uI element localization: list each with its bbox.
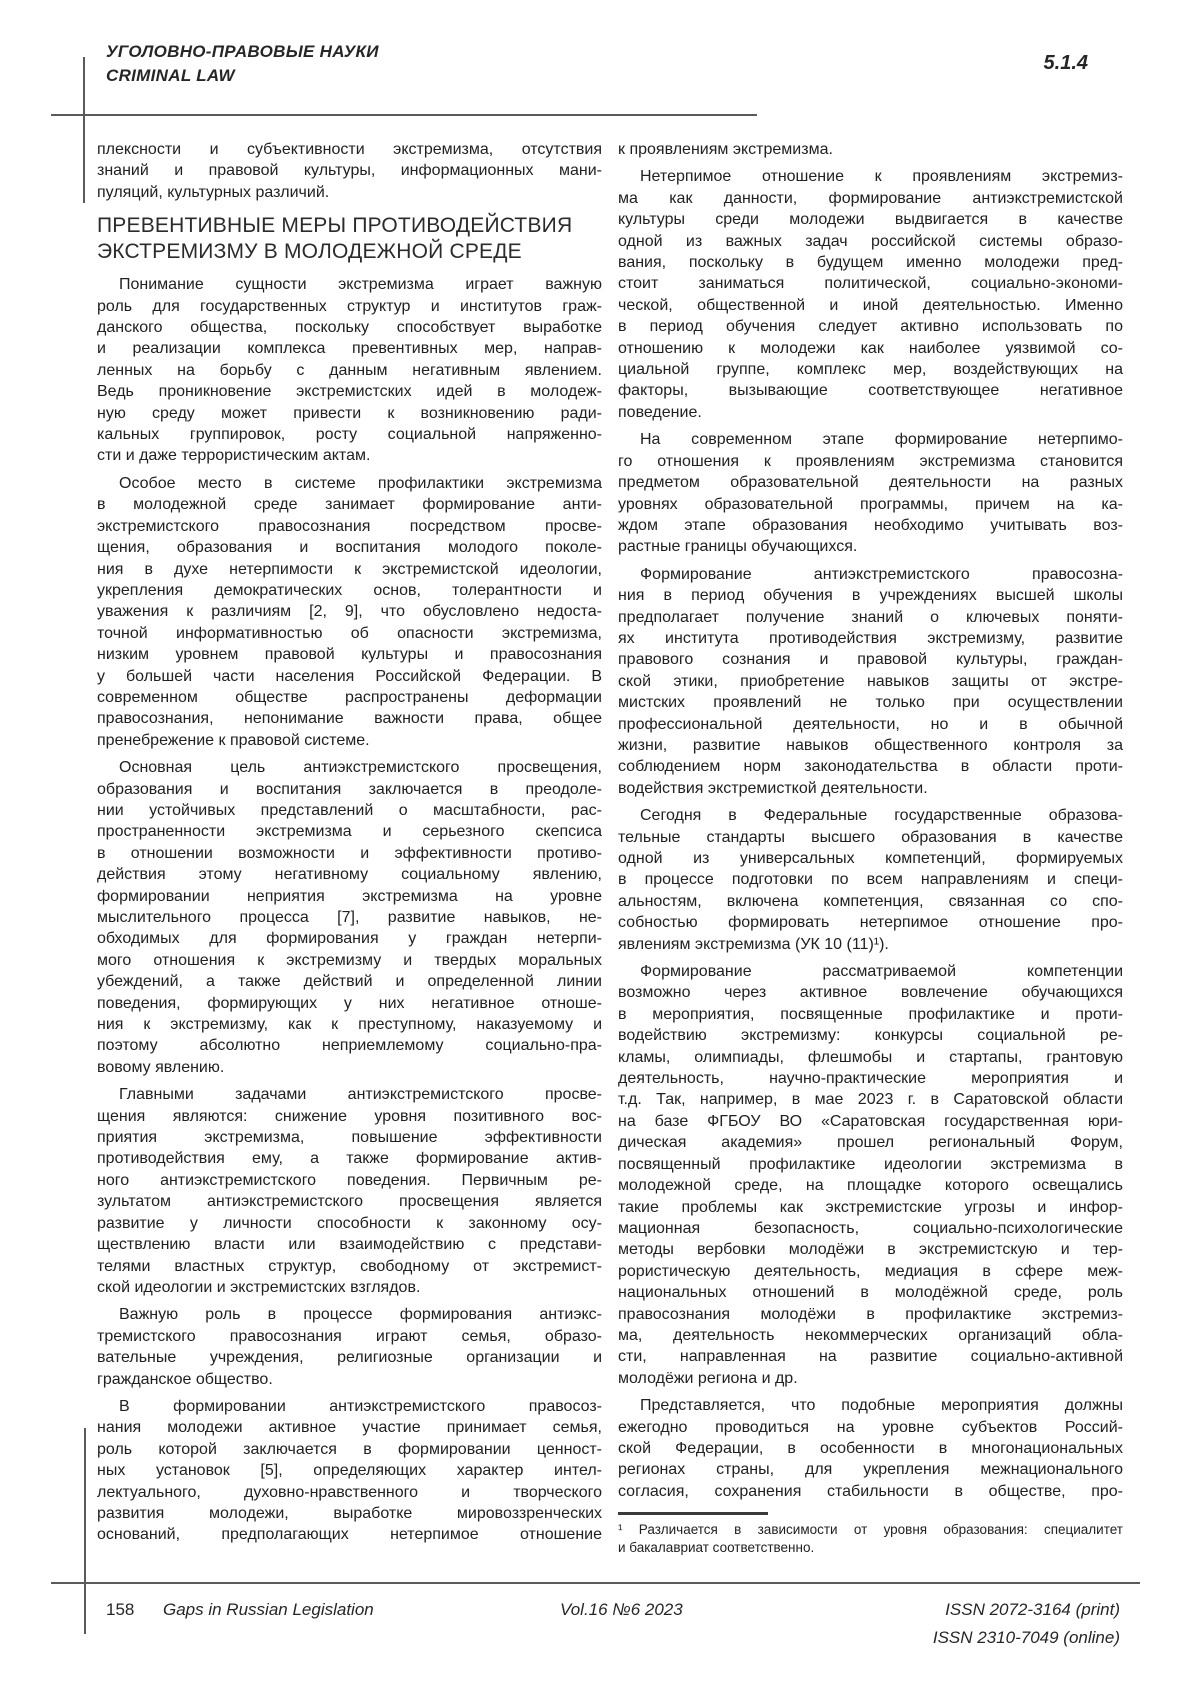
text-line: лектуального, духовно-нравственного и творческого [97, 1483, 602, 1501]
text-line: циальной группе, комплекс мер, воздействующих на [618, 361, 1123, 379]
text-line: посвященный профилактике идеологии экстремизма в [618, 1155, 1123, 1173]
issn-print: ISSN 2072-3164 (print) [945, 1600, 1120, 1619]
text-line: ных установок [5], определяющих характер интел- [97, 1462, 602, 1480]
text-line: На современном этапе формирование нетерпимо- [640, 431, 1123, 449]
text-line: одной из универсальных компетенций, формируемых [618, 850, 1123, 867]
text-line: тельные стандарты высшего образования в качестве [618, 828, 1123, 846]
text-line: ществлению власти или взаимодействию с представи- [97, 1236, 602, 1254]
text-line: развитие у личности способности к законному осу- [97, 1214, 602, 1232]
text-line: В формировании антиэкстремистского правосоз- [119, 1397, 602, 1415]
text-line: ния в духе нетерпимости к экстремистской идеологии, [97, 560, 602, 578]
text-line: ма как данности, формирование антиэкстремистской [618, 189, 1123, 207]
text-line: ях института противодействия экстремизму, развитие [618, 629, 1123, 647]
text-line: сти, направленная на развитие социально-активной [618, 1348, 1123, 1366]
text-line: водействию экстремизму: конкурсы социальной ре- [618, 1027, 1123, 1045]
paragraph [97, 1396, 602, 1546]
text-line: Основная цель антиэкстремистского просвещения, [119, 759, 602, 777]
section-title-ru: УГОЛОВНО-ПРАВОВЫЕ НАУКИ [106, 42, 379, 61]
text-line: в молодежной среде занимает формирование анти- [97, 496, 602, 514]
text-line: соблюдением норм законодательства в области проти- [618, 758, 1123, 776]
paragraph [618, 961, 1123, 1389]
paragraph [97, 1304, 602, 1390]
text-line: ного антиэкстремистского поведения. Первичным ре- [97, 1171, 602, 1189]
text-line: современном обществе распространены деформации [97, 688, 602, 706]
article-heading [97, 213, 602, 265]
paragraph [618, 429, 1123, 557]
footnote [618, 1512, 1123, 1557]
text-line: жизни, развитие навыков общественного контроля за [618, 736, 1123, 754]
text-line: щения являются: снижение уровня позитивного вос- [97, 1107, 602, 1125]
issue-info: Vol.16 №6 2023 [560, 1600, 683, 1619]
text-line: формировании неприятия экстремизма на уровне [97, 887, 602, 905]
text-line: стоит заниматься политической, социально-экономи- [618, 275, 1123, 293]
text-line: уровнях образовательной программы, причем на ка- [618, 495, 1123, 513]
text-line: ную среду может привести к возникновению ради- [97, 404, 602, 422]
text-line: правосознания, непонимание важности права, общее [97, 710, 602, 728]
text-line: ской этики, приобретение навыков защиты от экстре- [618, 672, 1123, 690]
text-line: и бакалавриат соответственно. [618, 1540, 815, 1556]
text-line: тремистского правосознания играют семья, образо- [97, 1327, 602, 1345]
text-line: ской идеологии и экстремистских взглядов. [97, 1278, 421, 1296]
text-line: образования и воспитания заключается в преодоле- [97, 780, 602, 798]
text-line: развития молодежи, выработке мировоззренческих [97, 1504, 602, 1522]
text-line: уважения к различиям [2, 9], что обусловлено недоста- [97, 603, 602, 621]
section-title-en: CRIMINAL LAW [106, 66, 235, 85]
text-line: знаний и правовой культуры, информационных мани- [97, 162, 602, 180]
text-line: кальных группировок, росту социальной напряженно- [97, 426, 602, 444]
issn-online: ISSN 2310-7049 (online) [932, 1628, 1120, 1647]
text-line: такие проблемы как экстремистские угрозы и инфор- [618, 1198, 1123, 1216]
text-line: методы вербовки молодёжи в экстремистскую и тер- [618, 1241, 1123, 1259]
paragraph [97, 1084, 602, 1298]
text-line: молодежной среде, на площадке которого освещались [618, 1177, 1123, 1195]
text-line: кламы, олимпиады, флешмобы и стартапы, грантовую [618, 1048, 1123, 1066]
text-line: т.д. Так, например, в мае 2023 г. в Саратовской области [618, 1091, 1123, 1109]
text-line: Формирование антиэкстремистского правосозна- [640, 565, 1123, 583]
text-line: роль которой заключается в формировании ценност- [97, 1440, 602, 1458]
text-line: в отношении возможности и эффективности противо- [97, 844, 602, 862]
text-line: ческой, общественной и иной деятельностью. Именно [618, 296, 1123, 314]
text-line: регионах страны, для укрепления межнационального [618, 1461, 1123, 1479]
text-line: мыслительного процесса [7], развитие навыков, не- [97, 909, 602, 926]
left-column [97, 139, 602, 1557]
text-line: поведение. [618, 403, 702, 421]
journal-title: Gaps in Russian Legislation [163, 1600, 374, 1619]
paragraph [618, 166, 1123, 423]
text-line: действия этому негативному социальному явлению, [97, 866, 602, 884]
paragraph [97, 274, 602, 467]
text-line: поэтому абсолютно неприемлемому социально-пра- [97, 1037, 602, 1055]
text-line: факторы, вызывающие соответствующее негативное [618, 382, 1123, 400]
text-line: растные границы обучающихся. [618, 538, 858, 556]
text-line: деятельность, научно-практические мероприятия и [618, 1070, 1123, 1088]
text-line: предполагает получение знаний о ключевых поняти- [618, 608, 1123, 626]
text-line: низким уровнем правовой культуры и правосознания [97, 646, 602, 664]
text-line: плексности и субъективности экстремизма, отсутствия [97, 141, 602, 158]
text-line: Главными задачами антиэкстремистского просве- [119, 1086, 602, 1104]
text-line: ¹ Различается в зависимости от уровня образования: специалитет [618, 1522, 1123, 1538]
text-line: дическая академия» прошел региональный Форум, [618, 1134, 1123, 1152]
text-line: нания молодежи активное участие принимает семья, [97, 1419, 602, 1437]
text-line: культуры среди молодежи выдвигается в качестве [618, 211, 1123, 229]
text-line: правового сознания и правовой культуры, граждан- [618, 651, 1123, 669]
text-line: го отношения к проявлениям экстремизма становится [618, 452, 1123, 470]
text-line: телями властных структур, свободному от экстремист- [97, 1257, 602, 1275]
paragraph [618, 1395, 1123, 1502]
text-line: поведения, формирующих у них негативное отноше- [97, 994, 602, 1012]
page-number: 158 [106, 1600, 135, 1619]
section-code: 5.1.4 [1043, 52, 1088, 74]
paragraph [97, 757, 602, 1078]
running-head [106, 40, 379, 88]
article-body [97, 139, 1123, 1557]
text-line: точной информативностью об опасности экстремизма, [97, 624, 602, 642]
text-line: Особое место в системе профилактики экстремизма [119, 474, 602, 492]
text-line: правосознания молодёжи в профилактике экстремиз- [618, 1305, 1123, 1323]
text-line: вательные учреждения, религиозные организации и [97, 1349, 602, 1367]
text-line: в период обучения следует активно использовать по [618, 318, 1123, 336]
article-heading-line: ПРЕВЕНТИВНЫЕ МЕРЫ ПРОТИВОДЕЙСТВИЯ [97, 214, 573, 238]
text-line: вания, поскольку в будущем именно молодежи пред- [618, 254, 1123, 272]
text-line: пространенности экстремизма и серьезного скепсиса [97, 823, 602, 841]
text-line: Нетерпимое отношение к проявлениям экстремиз- [640, 168, 1123, 186]
bottom-margin-line [84, 1428, 86, 1634]
right-column [618, 139, 1123, 1557]
text-line: экстремистского правосознания посредством просве- [97, 517, 602, 535]
text-line: обходимых для формирования у граждан нетерпи- [97, 930, 602, 948]
text-line: согласия, сохранения стабильности в обществе, про- [618, 1482, 1123, 1500]
text-line: профессиональной деятельности, но и в обычной [618, 715, 1123, 733]
text-line: пуляций, культурных различий. [97, 183, 330, 201]
text-line: ния в период обучения в учреждениях высшей школы [618, 587, 1123, 605]
text-line: молодёжи региона и др. [618, 1369, 798, 1387]
text-line: на базе ФГБОУ ВО «Саратовская государственная юри- [618, 1112, 1123, 1130]
text-line: ждом этапе образования необходимо учитывать воз- [618, 516, 1123, 534]
article-heading-line: ЭКСТРЕМИЗМУ В МОЛОДЕЖНОЙ СРЕДЕ [97, 240, 522, 264]
text-line: ния к экстремизму, как к преступному, наказуемому и [97, 1016, 602, 1034]
text-line: сти и даже террористическим актам. [97, 447, 371, 465]
text-line: собностью формировать нетерпимое отношение про- [618, 914, 1123, 932]
text-line: у большей части населения Российской Федерации. В [97, 667, 602, 685]
text-line: оснований, предполагающих нетерпимое отношение [97, 1526, 602, 1544]
footnote-rule [618, 1512, 768, 1515]
text-line: явлениям экстремизма (УК 10 (11)¹). [618, 935, 889, 953]
text-line: щения, образования и воспитания молодого поколе- [97, 539, 602, 557]
text-line: убеждений, а также действий и определенной линии [97, 973, 602, 991]
text-line: пренебрежение к правовой системе. [97, 731, 370, 749]
paragraph [618, 805, 1123, 955]
text-line: зультатом антиэкстремистского просвещения является [97, 1193, 602, 1211]
text-line: отношению к молодежи как наиболее уязвимой со- [618, 339, 1123, 357]
text-line: Представляется, что подобные мероприятия должны [640, 1397, 1123, 1415]
text-line: Важную роль в процессе формирования антиэкс- [119, 1306, 602, 1324]
text-line: предметом образовательной деятельности на разных [618, 474, 1123, 492]
text-line: данского общества, поскольку способствует выработке [97, 319, 602, 337]
text-line: нии устойчивых представлений о масштабности, рас- [97, 801, 602, 819]
text-line: водействия экстремисткой деятельности. [618, 779, 928, 797]
text-line: мационная безопасность, социально-психологические [618, 1219, 1123, 1237]
text-line: и реализации комплекса превентивных мер, направ- [97, 340, 602, 358]
text-line: национальных отношений в молодёжной среде, роль [618, 1284, 1123, 1302]
text-line: ежегодно проводиться на уровне субъектов Россий- [618, 1418, 1123, 1436]
text-line: ской Федерации, в особенности в многонациональных [618, 1439, 1123, 1457]
text-line: мистских проявлений не только при осуществлении [618, 694, 1123, 712]
text-line: в мероприятия, посвященные профилактике и проти- [618, 1005, 1123, 1023]
text-line: ленных на борьбу с данным негативным явлением. [97, 361, 602, 379]
text-line: мого отношения к экстремизму и твердых моральных [97, 951, 602, 969]
text-line: вовому явлению. [97, 1058, 225, 1076]
text-line: Формирование рассматриваемой компетенции [640, 963, 1123, 981]
paragraph [97, 473, 602, 751]
text-line: роль для государственных структур и институтов граж- [97, 297, 602, 315]
top-margin-line [83, 57, 85, 203]
text-line: гражданское общество. [97, 1370, 273, 1388]
text-line: одной из важных задач российской системы образо- [618, 232, 1123, 250]
footer-rule [51, 1582, 1140, 1584]
text-line: альностям, включена компетенция, связанная со спо- [618, 892, 1123, 910]
text-line: противодействия ему, а также формирование актив- [97, 1150, 602, 1168]
text-line: в процессе подготовки по всем направлениям и специ- [618, 871, 1123, 889]
text-line: ма, деятельность некоммерческих организаций обла- [618, 1326, 1123, 1344]
text-line: укрепления демократических основ, толерантности и [97, 581, 602, 599]
text-line: рористическую деятельность, медиация в сфере меж- [618, 1262, 1123, 1280]
paragraph [618, 564, 1123, 799]
text-line: к проявлениям экстремизма. [618, 141, 833, 158]
text-line: Ведь проникновение экстремистских идей в молодеж- [97, 383, 602, 401]
text-line: Понимание сущности экстремизма играет важную [119, 276, 602, 294]
text-line: Сегодня в Федеральные государственные образова- [640, 807, 1123, 825]
text-line: приятия экстремизма, повышение эффективности [97, 1129, 602, 1147]
text-line: возможно через активное вовлечение обучающихся [618, 984, 1123, 1002]
header-rule [51, 114, 757, 116]
